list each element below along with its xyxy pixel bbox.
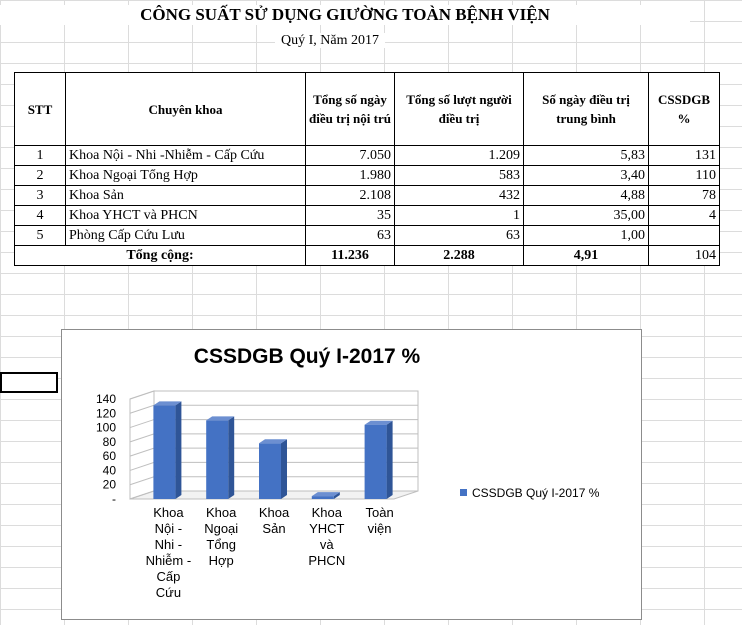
cell-pct[interactable]: 4 [649,206,720,226]
table-row [15,166,720,186]
x-tick-label: Khoa [153,505,184,520]
cell-days[interactable]: 2.108 [306,186,395,206]
col-header-specialty[interactable]: Chuyên khoa [66,73,306,146]
chart-side-wall [130,391,154,499]
cell-patients[interactable]: 583 [395,166,524,186]
bar-side [281,439,287,499]
x-tick-label: viện [367,521,392,536]
x-tick-label: Tổng [206,537,237,552]
x-tick-label: Hợp [208,553,234,568]
cell-specialty[interactable]: Khoa YHCT và PHCN [66,206,306,226]
y-tick-label: 60 [102,449,116,464]
cell-stt[interactable]: 1 [15,146,66,166]
x-tick-label: PHCN [308,553,346,568]
total-label[interactable]: Tổng cộng: [15,246,306,266]
total-avg[interactable]: 4,91 [524,246,649,266]
bar-side [228,416,234,499]
y-tick-label: 140 [95,392,116,406]
cell-stt[interactable]: 2 [15,166,66,186]
col-header-days[interactable]: Tổng số ngày điều trị nội trú [306,73,395,146]
cell-specialty[interactable]: Khoa Ngoại Tổng Hợp [66,166,306,186]
x-tick-label: Toàn [365,505,394,520]
x-tick-label: Ngoại [204,521,239,536]
cell-avg[interactable]: 5,83 [524,146,649,166]
cell-patients[interactable]: 63 [395,226,524,246]
table-row [15,186,720,206]
x-tick-label: Nhiễm - [145,553,192,568]
cell-avg[interactable]: 1,00 [524,226,649,246]
x-tick-label: Khoa [206,505,237,520]
data-table [14,72,720,266]
total-row [15,246,720,266]
x-tick-label: YHCT [309,521,345,536]
chart-canvas [62,330,641,619]
total-patients[interactable]: 2.288 [395,246,524,266]
bar [365,425,387,499]
x-tick-label: và [319,537,334,552]
y-tick-label: - [112,492,116,506]
cell-stt[interactable]: 3 [15,186,66,206]
col-header-patients[interactable]: Tổng số lượt người điều trị [395,73,524,146]
bar-chart[interactable] [61,329,642,620]
cell-days[interactable]: 63 [306,226,395,246]
table-row [15,226,720,246]
selected-cell-cursor[interactable] [0,372,58,393]
bar [153,405,175,499]
x-tick-label: Nhi - [154,537,183,552]
col-header-stt[interactable]: STT [15,73,66,146]
cell-pct[interactable]: 110 [649,166,720,186]
legend-swatch [460,489,467,496]
cell-pct[interactable]: 78 [649,186,720,206]
y-tick-label: 40 [102,463,116,478]
cell-avg[interactable]: 3,40 [524,166,649,186]
x-tick-label: Nội - [154,521,183,536]
cell-avg[interactable]: 35,00 [524,206,649,226]
cell-patients[interactable]: 1.209 [395,146,524,166]
bar [259,443,281,499]
bar-side [387,421,393,499]
col-header-avg[interactable]: Số ngày điều trị trung bình [524,73,649,146]
x-tick-label: Khoa [311,505,342,520]
col-header-pct[interactable]: CSSDGB % [649,73,720,146]
table-header-row [15,73,720,146]
cell-avg[interactable]: 4,88 [524,186,649,206]
cell-patients[interactable]: 1 [395,206,524,226]
total-days[interactable]: 11.236 [306,246,395,266]
cell-days[interactable]: 7.050 [306,146,395,166]
chart-title: CSSDGB Quý I-2017 % [193,345,421,368]
cell-pct[interactable]: 131 [649,146,720,166]
cell-pct[interactable] [649,226,720,246]
cell-specialty[interactable]: Phòng Cấp Cứu Lưu [66,226,306,246]
x-tick-label: Khoa [258,505,290,520]
y-tick-label: 100 [95,420,116,435]
y-tick-label: 120 [95,406,116,421]
table-row [15,206,720,226]
cell-specialty[interactable]: Khoa Nội - Nhi -Nhiễm - Cấp Cứu [66,146,306,166]
cell-days[interactable]: 35 [306,206,395,226]
y-tick-label: 80 [102,434,116,449]
cell-days[interactable]: 1.980 [306,166,395,186]
x-tick-label: Cấp [156,569,181,584]
subtitle-text: Quý I, Năm 2017 [275,33,385,48]
legend-label: CSSDGB Quý I-2017 % [472,486,600,500]
page-title: CÔNG SUẤT SỬ DỤNG GIƯỜNG TOÀN BỆNH VIỆN [0,5,690,25]
cell-stt[interactable]: 4 [15,206,66,226]
bar [206,420,228,499]
bar [312,496,334,499]
bar-side [175,401,181,499]
cell-stt[interactable]: 5 [15,226,66,246]
table-row [15,146,720,166]
total-pct[interactable]: 104 [649,246,720,266]
cell-specialty[interactable]: Khoa Sản [66,186,306,206]
x-tick-label: Sản [262,521,286,536]
x-tick-label: Cứu [155,585,182,600]
page-subtitle [0,33,660,49]
y-tick-label: 20 [102,477,116,492]
cell-patients[interactable]: 432 [395,186,524,206]
